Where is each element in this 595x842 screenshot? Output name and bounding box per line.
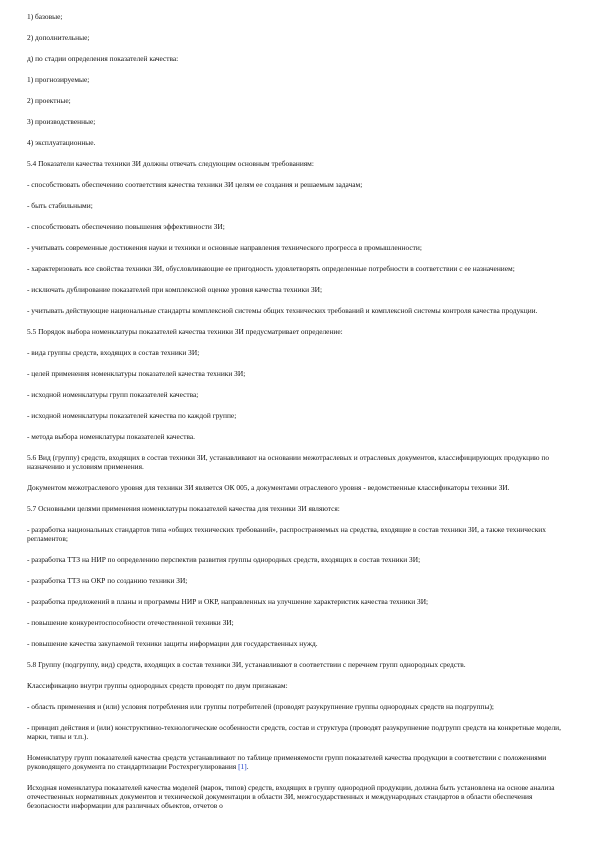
- text-paragraph: - разработка национальных стандартов типа «общих технических требований», распространяемых на средства, входящие в состав техники ЗИ, а также технических регламентов;: [27, 525, 546, 543]
- text-paragraph: - разработка ТТЗ на НИР по определению перспектив развития группы однородных средств, входящих в состав техники ЗИ;: [27, 555, 421, 564]
- reference-link[interactable]: [1]: [238, 762, 247, 771]
- text-paragraph: 1) прогнозируемые;: [27, 75, 90, 84]
- text-paragraph: Исходная номенклатура показателей качества моделей (марок, типов) средств, входящих в группу однородной продукции, должна быть установлена на основе анализа отечественных нормативных документов и технической документации в области ЗИ, межгосударственных и международных стандартов в области обеспечения безопасности информации для различных объектов, отчетов о: [27, 783, 555, 810]
- text-paragraph: 2) дополнительные;: [27, 33, 90, 42]
- text-paragraph: 5.6 Вид (группу) средств, входящих в состав техники ЗИ, устанавливают на основании межотраслевых и отраслевых документов, классифицирующих продукцию по назначению и условиям применения.: [27, 453, 550, 471]
- text-paragraph: - разработка предложений в планы и программы НИР и ОКР, направленных на улучшение характеристик качества техники ЗИ;: [27, 597, 429, 606]
- text-paragraph: - учитывать современные достижения науки и техники и основные направления технического прогресса в промышленности;: [27, 243, 422, 252]
- text-paragraph: 4) эксплуатационные.: [27, 138, 96, 147]
- text-paragraph: - способствовать обеспечению соответствия качества техники ЗИ целям ее создания и решаемым задачам;: [27, 180, 363, 189]
- text-paragraph: - характеризовать все свойства техники ЗИ, обусловливающие ее пригодность удовлетворять определенные потребности в соответствии с ее назначением;: [27, 264, 515, 273]
- text-paragraph: - разработка ТТЗ на ОКР по созданию техники ЗИ;: [27, 576, 188, 585]
- text-span: .: [246, 762, 249, 771]
- text-paragraph: 3) производственные;: [27, 117, 96, 126]
- text-paragraph: 5.5 Порядок выбора номенклатуры показателей качества техники ЗИ предусматривает определение:: [27, 327, 343, 336]
- text-paragraph: - исходной номенклатуры показателей качества по каждой группе;: [27, 411, 237, 420]
- text-paragraph: Документом межотраслевого уровня для техники ЗИ является ОК 005, а документами отраслевого уровня - ведомственные классификаторы техники ЗИ.: [27, 483, 510, 492]
- text-span: Номенклатуру групп показателей качества средств устанавливают по таблице применяемости групп показателей качества продукции в соответствии с положениями руководящего документа по стандартизации Ростехрегулирования: [27, 753, 547, 771]
- text-paragraph: 5.4 Показатели качества техники ЗИ должны отвечать следующим основным требованиям:: [27, 159, 314, 168]
- text-paragraph: - область применения и (или) условия потребления или группы потребителей (проводят разукрупнение группы однородных средств на подгруппы);: [27, 702, 494, 711]
- text-paragraph: - повышение качества закупаемой техники защиты информации для государственных нужд.: [27, 639, 318, 648]
- text-paragraph: - вида группы средств, входящих в состав техники ЗИ;: [27, 348, 200, 357]
- text-paragraph: - исходной номенклатуры групп показателей качества;: [27, 390, 199, 399]
- text-paragraph: - повышение конкурентоспособности отечественной техники ЗИ;: [27, 618, 234, 627]
- text-paragraph: 5.7 Основными целями применения номенклатуры показателей качества для техники ЗИ являются:: [27, 504, 340, 513]
- text-paragraph: 1) базовые;: [27, 12, 63, 21]
- text-paragraph: - быть стабильными;: [27, 201, 93, 210]
- text-paragraph: д) по стадии определения показателей качества:: [27, 54, 179, 63]
- text-paragraph: - учитывать действующие национальные стандарты комплексной системы общих технических требований и комплексной системы контроля качества продукции.: [27, 306, 538, 315]
- text-paragraph: - принцип действия и (или) конструктивно-технологические особенности средств, состав и структура (проводят разукрупнение подгрупп средств на конкретные модели, марки, типы и т.п.).: [27, 723, 561, 741]
- text-paragraph: - исключать дублирование показателей при комплексной оценке уровня качества техники ЗИ;: [27, 285, 323, 294]
- text-paragraph: 2) проектные;: [27, 96, 71, 105]
- text-paragraph: - метода выбора номенклатуры показателей качества.: [27, 432, 196, 441]
- text-paragraph: 5.8 Группу (подгруппу, вид) средств, входящих в состав техники ЗИ, устанавливают в соответствии с перечнем групп однородных средств.: [27, 660, 466, 669]
- text-paragraph-with-reference: [27, 753, 567, 771]
- text-paragraph: - целей применения номенклатуры показателей качества техники ЗИ;: [27, 369, 246, 378]
- text-paragraph: Классификацию внутри группы однородных средств проводят по двум признакам:: [27, 681, 288, 690]
- document-page: [27, 12, 567, 822]
- text-paragraph: - способствовать обеспечению повышения эффективности ЗИ;: [27, 222, 225, 231]
